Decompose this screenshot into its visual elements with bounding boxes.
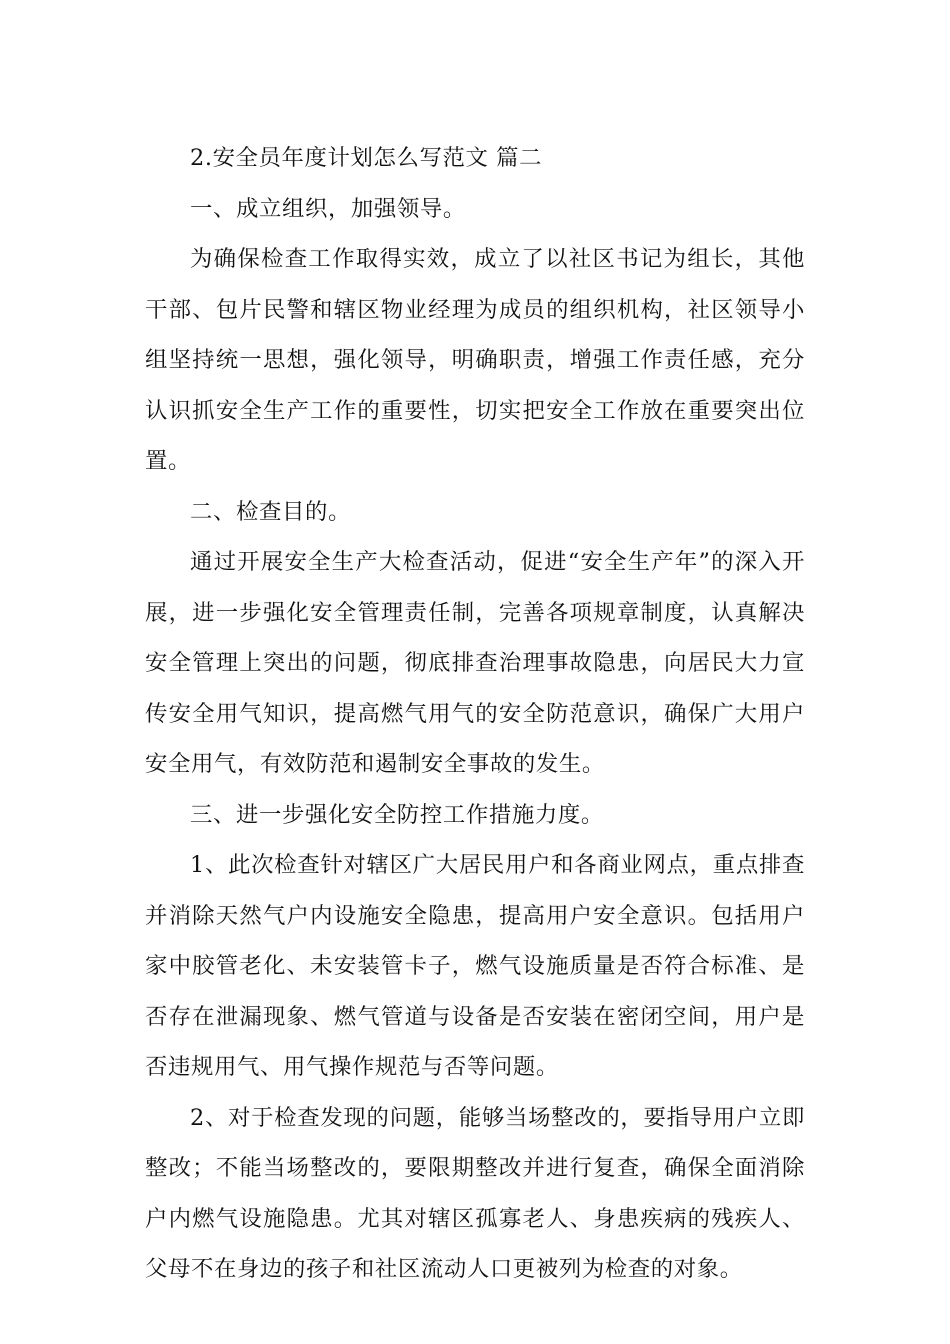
section-2-title: 二、检查目的。 <box>190 498 351 525</box>
section-1-paragraph: 为确保检查工作取得实效，成立了以社区书记为组长，其他干部、包片民警和辖区物业经理为成员的组织机构，社区领导小组坚持统一思想，强化领导，明确职责，增强工作责任感，充分认识抓安全生产工作的重要性，切实把安全工作放在重要突出位置。 <box>145 246 805 474</box>
document-heading: 2.安全员年度计划怎么写范文 篇二 <box>190 145 543 171</box>
document-body <box>145 133 805 1295</box>
section-2-paragraph: 通过开展安全生产大检查活动，促进“安全生产年”的深入开展，进一步强化安全管理责任制，完善各项规章制度，认真解决安全管理上突出的问题，彻底排查治理事故隐患，向居民大力宣传安全用气知识，提高燃气用气的安全防范意识，确保广大用户安全用气，有效防范和遏制安全事故的发生。 <box>145 549 805 777</box>
section-1-title: 一、成立组织，加强领导。 <box>190 195 466 222</box>
section-3-item-1: 1、此次检查针对辖区广大居民用户和各商业网点，重点排查并消除天然气户内设施安全隐患，提高用户安全意识。包括用户家中胶管老化、未安装管卡子，燃气设施质量是否符合标准、是否存在泄漏现象、燃气管道与设备是否安装在密闭空间，用户是否违规用气、用气操作规范与否等问题。 <box>145 852 805 1080</box>
section-3-title: 三、进一步强化安全防控工作措施力度。 <box>190 801 604 828</box>
section-3-item-2: 2、对于检查发现的问题，能够当场整改的，要指导用户立即整改；不能当场整改的，要限期整改并进行复查，确保全面消除户内燃气设施隐患。尤其对辖区孤寡老人、身患疾病的残疾人、父母不在身边的孩子和社区流动人口更被列为检查的对象。 <box>145 1104 805 1282</box>
